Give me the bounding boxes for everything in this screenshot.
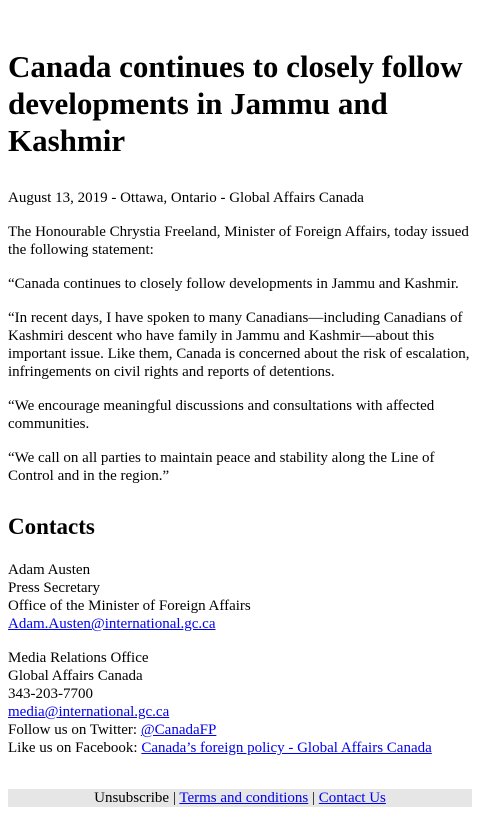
contacts-heading: Contacts (8, 514, 95, 539)
twitter-link[interactable]: @CanadaFP (140, 722, 217, 738)
paragraph-quote-3: “We encourage meaningful discussions and consultations with affected communities. (8, 398, 435, 432)
dateline: August 13, 2019 - Ottawa, Ontario - Global Affairs Canada (8, 190, 364, 206)
paragraph-quote-2: “In recent days, I have spoken to many Canadians—including Canadians of Kashmiri descent who have family in Jammu and Kashmir—about this important issue. Like them, Canada is concerned about the risk of escalation, infringements on civil rights and reports of detentions. (8, 310, 470, 380)
footer-separator: | (169, 790, 180, 806)
media-email-link[interactable]: media@international.gc.ca (8, 704, 170, 720)
facebook-line (8, 739, 472, 757)
contact-role: Press Secretary (8, 580, 101, 596)
contact-media-relations (8, 649, 472, 757)
unsubscribe-text[interactable]: Unsubscribe (94, 790, 170, 806)
terms-link[interactable]: Terms and conditions (179, 790, 309, 806)
contact-name: Adam Austen (8, 562, 91, 578)
twitter-line (8, 721, 472, 739)
contact-us-link[interactable]: Contact Us (318, 790, 386, 806)
footer-separator: | (308, 790, 319, 806)
paragraph-quote-1: “Canada continues to closely follow developments in Jammu and Kashmir. (8, 276, 459, 292)
contact-email-link[interactable]: Adam.Austen@international.gc.ca (8, 616, 216, 632)
contact-office: Office of the Minister of Foreign Affairs (8, 598, 251, 614)
page-title: Canada continues to closely follow developments in Jammu and Kashmir (8, 49, 463, 158)
facebook-label: Like us on Facebook: (8, 740, 142, 756)
media-office-name: Media Relations Office (8, 650, 149, 666)
media-phone: 343-203-7700 (8, 686, 93, 702)
facebook-link[interactable]: Canada’s foreign policy - Global Affairs Canada (141, 740, 432, 756)
twitter-label: Follow us on Twitter: (8, 722, 141, 738)
media-org: Global Affairs Canada (8, 668, 143, 684)
contact-press-secretary (8, 561, 472, 633)
paragraph-intro: The Honourable Chrystia Freeland, Minister of Foreign Affairs, today issued the following statement: (8, 224, 469, 258)
paragraph-quote-4: “We call on all parties to maintain peace and stability along the Line of Control and in the region.” (8, 450, 435, 484)
footer-bar (8, 789, 472, 807)
